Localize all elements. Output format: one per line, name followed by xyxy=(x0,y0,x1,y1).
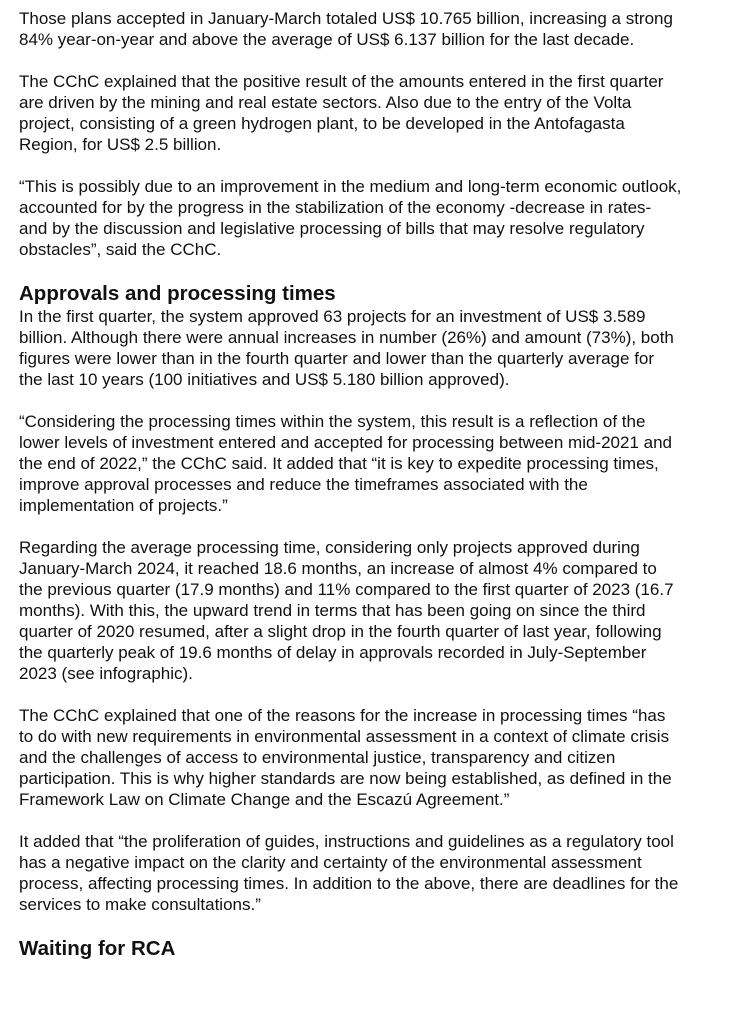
paragraph-line: It added that “the proliferation of guides, instructions and guidelines as a regulatory tool xyxy=(19,832,674,851)
paragraph-line: accounted for by the progress in the stabilization of the economy -decrease in rates- xyxy=(19,198,652,217)
paragraph xyxy=(19,831,750,915)
paragraph-line: are driven by the mining and real estate sectors. Also due to the entry of the Volta xyxy=(19,93,632,112)
paragraph-line: has a negative impact on the clarity and certainty of the environmental assessment xyxy=(19,853,642,872)
paragraph-line: and the challenges of access to environmental justice, transparency and citizen xyxy=(19,748,616,767)
paragraph-line: Framework Law on Climate Change and the Escazú Agreement.” xyxy=(19,790,510,809)
paragraph-line: billion. Although there were annual increases in number (26%) and amount (73%), both xyxy=(19,328,674,347)
paragraph-line: the previous quarter (17.9 months) and 11% compared to the first quarter of 2023 (16.7 xyxy=(19,580,674,599)
paragraph-line: The CChC explained that one of the reasons for the increase in processing times “has xyxy=(19,706,666,725)
paragraph-line: Those plans accepted in January-March totaled US$ 10.765 billion, increasing a strong xyxy=(19,9,673,28)
section-heading: Waiting for RCA xyxy=(19,937,176,960)
paragraph xyxy=(19,8,750,50)
paragraph-line: 2023 (see infographic). xyxy=(19,664,193,683)
paragraph-line: participation. This is why higher standards are now being established, as defined in the xyxy=(19,769,672,788)
paragraph-line: the quarterly peak of 19.6 months of delay in approvals recorded in July-September xyxy=(19,643,647,662)
paragraph-line: “This is possibly due to an improvement in the medium and long-term economic outlook, xyxy=(19,177,682,196)
paragraph-line: process, affecting processing times. In addition to the above, there are deadlines for the xyxy=(19,874,679,893)
paragraph-line: implementation of projects.” xyxy=(19,496,228,515)
paragraph-line: and by the discussion and legislative processing of bills that may resolve regulatory xyxy=(19,219,645,238)
paragraph-line: the last 10 years (100 initiatives and US$ 5.180 billion approved). xyxy=(19,370,510,389)
paragraph-line: improve approval processes and reduce the timeframes associated with the xyxy=(19,475,588,494)
paragraph-line: project, consisting of a green hydrogen plant, to be developed in the Antofagasta xyxy=(19,114,625,133)
paragraph-line: services to make consultations.” xyxy=(19,895,261,914)
paragraph-line: to do with new requirements in environmental assessment in a context of climate crisis xyxy=(19,727,670,746)
paragraph xyxy=(19,176,750,260)
paragraph-line: January-March 2024, it reached 18.6 months, an increase of almost 4% compared to xyxy=(19,559,657,578)
paragraph xyxy=(19,537,750,684)
paragraph-line: figures were lower than in the fourth quarter and lower than the quarterly average for xyxy=(19,349,655,368)
paragraph-line: 84% year-on-year and above the average of US$ 6.137 billion for the last decade. xyxy=(19,30,635,49)
paragraph xyxy=(19,306,750,390)
paragraph-line: lower levels of investment entered and accepted for processing between mid-2021 and xyxy=(19,433,672,452)
paragraph-line: months). With this, the upward trend in terms that has been going on since the third xyxy=(19,601,646,620)
paragraph-line: In the first quarter, the system approved 63 projects for an investment of US$ 3.589 xyxy=(19,307,646,326)
paragraph xyxy=(19,71,750,155)
paragraph xyxy=(19,411,750,516)
section-heading: Approvals and processing times xyxy=(19,282,336,305)
paragraph xyxy=(19,705,750,810)
paragraph-line: “Considering the processing times within the system, this result is a reflection of the xyxy=(19,412,646,431)
paragraph-line: obstacles”, said the CChC. xyxy=(19,240,222,259)
paragraph-line: Region, for US$ 2.5 billion. xyxy=(19,135,222,154)
paragraph-line: quarter of 2020 resumed, after a slight drop in the fourth quarter of last year, following xyxy=(19,622,662,641)
paragraph-line: The CChC explained that the positive result of the amounts entered in the first quarter xyxy=(19,72,664,91)
paragraph-line: Regarding the average processing time, considering only projects approved during xyxy=(19,538,640,557)
paragraph-line: the end of 2022,” the CChC said. It added that “it is key to expedite processing times, xyxy=(19,454,659,473)
